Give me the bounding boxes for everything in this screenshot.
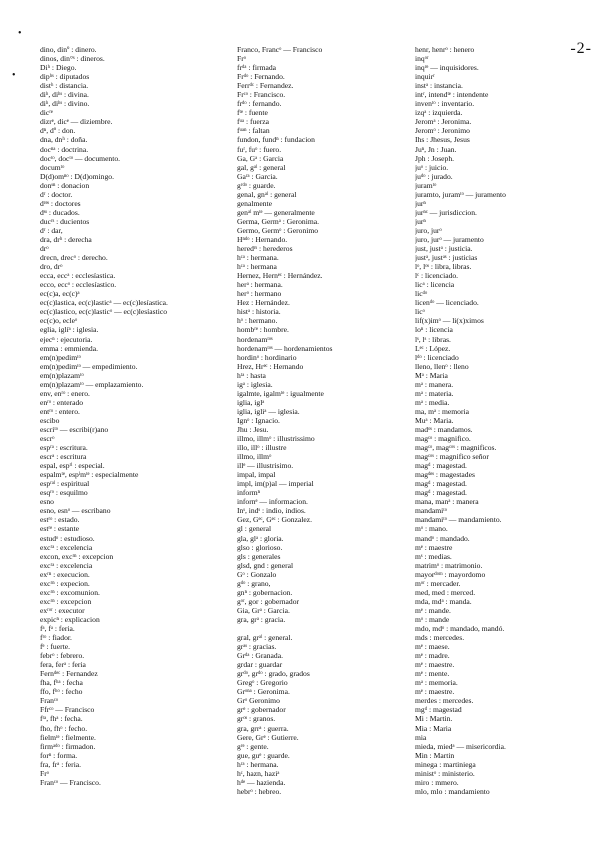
- abbreviation-entry: estʳᵉ : estante: [40, 524, 80, 534]
- abbreviation-entry: gla, glᵃ : gloria.: [237, 533, 284, 543]
- abbreviation-entry: ministᵒ : ministerio.: [415, 768, 475, 778]
- abbreviation-entry: lᶜ : licenciado.: [415, 271, 459, 281]
- abbreviation-entry: dipʰˢ : diputados: [40, 72, 90, 82]
- abbreviation-entry: mᵉ : mande.: [415, 605, 451, 615]
- abbreviation-entry: mᵉ : maestre.: [415, 687, 455, 697]
- abbreviation-entry: mᵒʳ : mercader.: [415, 578, 461, 588]
- abbreviation-entry: hordenamᵗᵒˢ — hordenamientos: [237, 343, 333, 353]
- page-number: -2-: [570, 40, 592, 57]
- abbreviation-entry: fho, fhᵒ : fecho.: [40, 723, 88, 733]
- abbreviation-entry: lᵒ, lᵒˢ : libra, libras.: [415, 262, 472, 272]
- abbreviation-entry: Jeromᵒ : Jeronimo: [415, 126, 470, 136]
- abbreviation-entry: mᵉ : mente.: [415, 669, 450, 679]
- abbreviation-entry: em(n)plazamᵗᵒ — emplazamiento.: [40, 379, 144, 389]
- abbreviation-entry: Hernez, Hernᵉᶜ : Hernández.: [237, 271, 323, 281]
- abbreviation-entry: excʳⁿ : excomunion.: [40, 587, 100, 597]
- abbreviation-entry: illo, illᵒ : illustre: [237, 443, 287, 453]
- abbreviation-entry: magᵈ : magestad.: [415, 461, 467, 471]
- abbreviation-entry: Frᵒ: [237, 54, 246, 64]
- abbreviation-entry: jurⁿ: [415, 198, 426, 208]
- abbreviation-entry: minega : martiniega: [415, 759, 476, 769]
- abbreviation-entry: Hrez, Hrᵉᶜ : Hernando: [237, 361, 304, 371]
- abbreviation-entry: fᵘᵃ : fuerza: [237, 117, 269, 127]
- abbreviation-entry: dinos, din°ˢ : dineros.: [40, 54, 105, 64]
- abbreviation-entry: dʳ : doctor.: [40, 189, 73, 199]
- abbreviation-entry: Franco, Francᵒ — Francisco: [237, 45, 323, 54]
- abbreviation-entry: just, justᵃ : justicia.: [415, 244, 473, 254]
- abbreviation-entry: Ffrᶜᵒ — Francisco: [40, 705, 95, 715]
- abbreviation-entry: Gez, Gᵉᶜ, Gᵉᶜ : Gonzalez.: [237, 515, 313, 525]
- abbreviation-entry: Frᶜᵒ : Francisco.: [237, 90, 286, 100]
- abbreviation-entry: excʳⁿ : expecion.: [40, 578, 90, 588]
- abbreviation-entry: magᵈᵉˢ : magestades: [415, 470, 475, 480]
- abbreviation-entry: madᵒˢ : mandamos.: [415, 424, 473, 434]
- abbreviation-entry: iglia, iglᵃ: [237, 397, 265, 407]
- abbreviation-entry: esno: [40, 497, 54, 507]
- abbreviation-entry: hordinᵒ : hordinario: [237, 352, 297, 362]
- abbreviation-entry: em(n)pedimᵗᵒ — empedimiento.: [40, 361, 138, 371]
- abbreviation-entry: Gᵒ : Gonzalo: [237, 569, 277, 579]
- abbreviation-entry: exʳⁿ : execucion.: [40, 569, 90, 579]
- abbreviation-entry: [237, 624, 397, 633]
- abbreviation-entry: fera, ferᵃ : feria: [40, 660, 86, 670]
- abbreviation-entry: dⁿ, dº : don.: [40, 126, 76, 136]
- abbreviation-entry: merdes : mercedes.: [415, 696, 474, 706]
- abbreviation-entry: Juⁿ, Jn : Juan.: [415, 144, 457, 154]
- abbreviation-entry: gue, guᵉ : guarde.: [237, 750, 290, 760]
- abbreviation-entry: Gregᵒ : Gregorio: [237, 678, 288, 688]
- abbreviation-entry: fʳᵃ, fhᵃ : fecha.: [40, 714, 83, 724]
- abbreviation-entry: mds : mercedes.: [415, 633, 465, 643]
- abbreviation-entry: histᵃ : historia.: [237, 307, 281, 317]
- abbreviation-entry: Jeromᵃ : Jeronima.: [415, 117, 472, 127]
- abbreviation-entry: docᵗᵒ, docᵗᵒ — documento.: [40, 153, 121, 163]
- abbreviation-entry: Mi : Martin.: [415, 714, 453, 724]
- abbreviation-entry: gʳᵉ : gente.: [237, 741, 269, 751]
- abbreviation-entry: frᵈᵒ : fernando.: [237, 99, 282, 109]
- abbreviation-entry: Grᵒ Geronimo: [237, 696, 280, 706]
- abbreviation-entry: illmo, illmᵒ: [237, 452, 272, 462]
- abbreviation-entry: Grᵈᵃ : Granada.: [237, 651, 283, 661]
- abbreviation-entry: mandᵒ : mandado.: [415, 533, 470, 543]
- abbreviation-entry: distʰ : distancia.: [40, 81, 89, 91]
- abbreviation-entry: espʳᵃ : escritura.: [40, 443, 88, 453]
- abbreviation-entry: juro, jurᵒ — juramento: [415, 234, 484, 244]
- abbreviation-entry: magᵈ : magestad.: [415, 479, 467, 489]
- abbreviation-entry: Mia : Maria: [415, 723, 452, 733]
- abbreviation-entry: Franᶜᵒ: [40, 696, 59, 706]
- abbreviation-entry: mᵉ : madre.: [415, 651, 450, 661]
- abbreviation-entry: firmᵃᵈᵒ : firmadon.: [40, 741, 96, 751]
- abbreviation-entry: ejecⁿ : ejecutoria.: [40, 334, 93, 344]
- abbreviation-entry: mayorᵈᵒᵐ : mayordomo: [415, 569, 486, 579]
- abbreviation-entry: impal, impal: [237, 470, 276, 480]
- abbreviation-entry: enʳᵒ : enterado: [40, 397, 84, 407]
- abbreviation-entry: heredʳˢ : herederos: [237, 244, 293, 254]
- abbreviation-entry: juramto, juramᵗᵒ — juramento: [415, 189, 506, 199]
- abbreviation-entry: instᵃ : instancia.: [415, 81, 463, 91]
- abbreviation-entry: Fernᵈᵉᶜ : Fernandez: [40, 669, 98, 679]
- abbreviation-entry: licᵈᵒ: [415, 289, 428, 299]
- abbreviation-entry: D(d)omⁿᵒ : D(d)omingo.: [40, 171, 114, 181]
- abbreviation-entry: magᵈ : magestad.: [415, 488, 467, 498]
- abbreviation-entry: illmo, illmᵒ : illustrissimo: [237, 434, 315, 444]
- abbreviation-entry: hordenamᵗᵒˢ: [237, 334, 273, 344]
- abbreviation-entry: estʳᵒ : estado.: [40, 515, 80, 525]
- abbreviation-entry: Frᵈᵒ : Fernando.: [237, 72, 285, 82]
- abbreviation-entry: Min : Martin: [415, 750, 455, 760]
- abbreviation-entry: glso : glorioso.: [237, 542, 283, 552]
- abbreviation-entry: mᵉ : maestre: [415, 542, 453, 552]
- abbreviation-entry: mᵒ : mano.: [415, 524, 448, 534]
- abbreviation-entry: jurⁿ: [415, 216, 426, 226]
- abbreviation-entry: genᵃˡ mᵗᵉ — generalmente: [237, 207, 315, 217]
- abbreviation-entry: fundon, fundⁿ : fundacion: [237, 135, 315, 145]
- abbreviation-entry: mᵃ : manera.: [415, 379, 454, 389]
- abbreviation-entry: Gaʳᵃ : Garcia.: [237, 171, 278, 181]
- abbreviation-entry: inqʳᵉ — inquisidores.: [415, 63, 479, 73]
- abbreviation-entry: mᵒ : mande: [415, 614, 450, 624]
- abbreviation-entry: magᶜᵒ : magnifico.: [415, 434, 471, 444]
- abbreviation-entry: Germo, Germᵒ : Geronimo: [237, 225, 319, 235]
- abbreviation-entry: documᵗᵒ: [40, 162, 65, 172]
- abbreviation-entry: escibo: [40, 415, 60, 425]
- abbreviation-entry: Inˢ, indˢ : indio, indios.: [237, 506, 306, 516]
- abbreviation-entry: licᵒ: [415, 307, 425, 317]
- abbreviation-entry: drᵒ: [40, 244, 49, 254]
- abbreviation-entry: ec(c)lastico, ec(c)lasticᵒ — ec(c)lesíastico: [40, 307, 167, 317]
- abbreviation-entry: em(n)plazamᵗᵒ: [40, 370, 84, 380]
- abbreviation-entry: dicʳᵉ: [40, 108, 53, 118]
- abbreviation-entry: hʳᵃ : hermana.: [237, 759, 279, 769]
- abbreviation-entry: hᶜ, hazn, haziᵃ: [237, 768, 280, 778]
- abbreviation-entry: eglia, iglíᵃ : iglesia.: [40, 325, 99, 335]
- abbreviation-entry: dro, drᵒ: [40, 262, 63, 272]
- abbreviation-entry: forⁿ : forma.: [40, 750, 78, 760]
- abbreviation-entry: estudᵒ : estudioso.: [40, 533, 95, 543]
- abbreviation-entry: Ga, Gᵃ : Garcia: [237, 153, 284, 163]
- abbreviation-entry: mᵃ : memoria.: [415, 678, 458, 688]
- abbreviation-entry: Hez : Hernández.: [237, 298, 290, 308]
- abbreviation-entry: mia: [415, 732, 427, 742]
- abbreviation-entry: diʰ, diʰˢ : divina.: [40, 90, 89, 100]
- abbreviation-entry: mda, mdᵃ : manda.: [415, 596, 472, 606]
- abbreviation-entry: ecca, eccᵃ : ecclesíastica.: [40, 271, 116, 281]
- abbreviation-entry: entʳᵒ : entero.: [40, 406, 80, 416]
- abbreviation-entry: Ferrᵈᶜ : Fernandez.: [237, 81, 294, 91]
- abbreviation-entry: febrᵒ : febrero.: [40, 651, 85, 661]
- abbreviation-entry: esqʳᵒ : esquilmo: [40, 488, 88, 498]
- margin-dot: •: [12, 70, 16, 81]
- abbreviation-entry: Hⁿᵈᵒ : Hernando.: [237, 234, 288, 244]
- abbreviation-entry: mgᵈ : magestad: [415, 705, 462, 715]
- abbreviation-entry: Frᵒ: [40, 768, 49, 778]
- abbreviation-entry: grdar : guardar: [237, 660, 283, 670]
- abbreviation-entry: dˢˢ : ducados.: [40, 207, 80, 217]
- abbreviation-entry: Gere, Grᵉ : Gutierre.: [237, 732, 299, 742]
- abbreviation-entry: grᵈᵒ, grᵈᵒ : grado, grados: [237, 669, 310, 679]
- abbreviation-entry: excʳᵃ : excelencia: [40, 560, 93, 570]
- abbreviation-entry: hebrᵒ : hebreo.: [237, 786, 282, 796]
- abbreviation-entry: dʳ : dar,: [40, 225, 63, 235]
- abbreviation-entry: dizrᵉ, dicᵉ — diziembre.: [40, 117, 113, 127]
- abbreviation-entry: exʳᵒʳ : executor: [40, 605, 85, 615]
- abbreviation-entry: justᵃ, justᵃˢ : justicias: [415, 253, 478, 263]
- abbreviation-entry: fᵗᵉ : fuente: [237, 108, 268, 118]
- abbreviation-entry: fᵘᵃⁿ : faltan: [237, 126, 270, 136]
- abbreviation-entry: licenᵈᵒ — licenciado.: [415, 298, 479, 308]
- abbreviation-entry: fᵃ, fᵃ : feria.: [40, 624, 75, 633]
- abbreviation-entry: genalmente: [237, 198, 272, 208]
- abbreviation-entry: Ignᵒ : Ignacio.: [237, 415, 280, 425]
- glossary-column-1: [40, 45, 215, 787]
- abbreviation-entry: juᵈᵒ : jurado.: [415, 171, 453, 181]
- abbreviation-entry: henr, henrᵒ : henero: [415, 45, 475, 54]
- abbreviation-entry: Franᶜᵒ — Francisco.: [40, 777, 101, 787]
- abbreviation-entry: fuʳ, fuᵒ : fuero.: [237, 144, 282, 154]
- abbreviation-entry: mandamiᵗᵒ: [415, 506, 447, 516]
- abbreviation-entry: fielmᵗᵉ : fielmente.: [40, 732, 96, 742]
- abbreviation-entry: grᵒˢ : granos.: [237, 714, 276, 724]
- abbreviation-entry: dna, dnʰ : doña.: [40, 135, 88, 145]
- abbreviation-entry: hᶜᵃ : hermana.: [237, 253, 279, 263]
- abbreviation-entry: excʳⁿ : excepcion: [40, 596, 92, 606]
- abbreviation-entry: escriᵗᵒ — escribi(r)ano: [40, 424, 109, 434]
- abbreviation-entry: mᵃ : media.: [415, 397, 450, 407]
- abbreviation-entry: izqᵃ : izquierda.: [415, 108, 463, 118]
- abbreviation-entry: jurⁿᶜ — jurisdiccion.: [415, 207, 477, 217]
- abbreviation-entry: mana, manᵃ : manera: [415, 497, 479, 507]
- abbreviation-entry: hombʳᵉ : hombre.: [237, 325, 289, 335]
- abbreviation-entry: frᵈᵃ : firmada: [237, 63, 277, 73]
- abbreviation-entry: espʳᵃˡ : espiritual: [40, 479, 90, 489]
- abbreviation-entry: gʳᵈᵒ : guarde.: [237, 180, 276, 190]
- abbreviation-entry: mieda, miedᵃ — misericordia.: [415, 741, 506, 751]
- abbreviation-entry: lᵈᵒ : licenciado: [415, 352, 459, 362]
- abbreviation-entry: inquirʳ: [415, 72, 435, 82]
- abbreviation-entry: licᵃ : licencia: [415, 280, 455, 290]
- abbreviation-entry: gral, grᵃˡ : general.: [237, 633, 293, 643]
- abbreviation-entry: mᵉ : maese.: [415, 642, 450, 652]
- abbreviation-entry: Germa, Germᵃ : Geronima.: [237, 216, 319, 226]
- abbreviation-entry: mˢ : medias.: [415, 551, 452, 561]
- abbreviation-entry: iglia, igliᵃ — iglesia.: [237, 406, 300, 416]
- abbreviation-entry: illᵉ — illustrisimo.: [237, 461, 294, 471]
- abbreviation-entry: dʳᵉˢ : doctores: [40, 198, 81, 208]
- abbreviation-entry: Diʰ : Diego.: [40, 63, 77, 73]
- abbreviation-entry: Jhu : Jesu.: [237, 424, 269, 434]
- abbreviation-entry: Gia, Grᵃ : Garcia.: [237, 605, 290, 615]
- abbreviation-entry: fra, frᵃ : feria.: [40, 759, 82, 769]
- abbreviation-entry: ec(c)lastica, ec(c)lasticᵃ — ec(c)lesíastica.: [40, 298, 168, 308]
- abbreviation-entry: grᵉ : gobernador: [237, 705, 286, 715]
- abbreviation-entry: dino, dinº : dinero.: [40, 45, 97, 54]
- abbreviation-entry: mdo, mdᵒ : mandado, mandó.: [415, 624, 505, 633]
- abbreviation-entry: gls : generales: [237, 551, 281, 561]
- abbreviation-entry: grᵃˢ : gracias.: [237, 642, 277, 652]
- abbreviation-entry: escrᵒ: [40, 434, 55, 444]
- abbreviation-entry: Muᵃ : Maria.: [415, 415, 454, 425]
- abbreviation-entry: escrᵃ : escritura: [40, 452, 87, 462]
- abbreviation-entry: magᶜᵒˢ : magnifico señor: [415, 452, 489, 462]
- abbreviation-entry: espal, espʳˡ : especial.: [40, 461, 105, 471]
- abbreviation-entry: gra, grrᵃ : guerra.: [237, 723, 289, 733]
- abbreviation-entry: gᵈᵒ : grano,: [237, 578, 271, 588]
- abbreviation-entry: hᵒ : hermano.: [237, 316, 278, 326]
- abbreviation-entry: ducʳˢ : ducientos: [40, 216, 90, 226]
- abbreviation-entry: genal, gnᵃˡ : general: [237, 189, 297, 199]
- abbreviation-entry: Lᵉᶜ : López.: [415, 343, 451, 353]
- abbreviation-entry: Mᵃ : Maria: [415, 370, 448, 380]
- abbreviation-entry: infornᵉ — informacion.: [237, 497, 308, 507]
- glossary-column-2: [237, 45, 397, 796]
- abbreviation-entry: ecco, eccᵒ : ecclesíastico.: [40, 280, 117, 290]
- abbreviation-entry: gl : general: [237, 524, 272, 534]
- abbreviation-entry: glsd, gnd : general: [237, 560, 294, 570]
- abbreviation-entry: igᵃ : iglesia.: [237, 379, 273, 389]
- abbreviation-entry: gra, grᵃ : gracia.: [237, 614, 286, 624]
- abbreviation-entry: med, med : merced.: [415, 587, 476, 597]
- abbreviation-entry: mᵉ : maestre.: [415, 660, 455, 670]
- abbreviation-entry: excʳᵃ : excelencia: [40, 542, 93, 552]
- glossary-column-3: [415, 45, 585, 796]
- abbreviation-entry: herᵒ : hermano: [237, 289, 282, 299]
- abbreviation-entry: ma, mᵃ : memoria: [415, 406, 469, 416]
- abbreviation-entry: lˢ, lˢ : libras.: [415, 334, 451, 344]
- abbreviation-entry: fᵉ : fuerte.: [40, 642, 70, 652]
- abbreviation-entry: esno, esnᵒ — escribano: [40, 506, 111, 516]
- abbreviation-entry: espalmᵗᵉ, espˡmᵗᵉ : especialmente: [40, 470, 139, 480]
- abbreviation-entry: matrimᵒ : matrimonio.: [415, 560, 483, 570]
- abbreviation-entry: ec(c)a, ec(c)ᵃ: [40, 289, 80, 299]
- abbreviation-entry: mandamiᵗᵒ — mandamiento.: [415, 515, 502, 525]
- abbreviation-entry: ffo, fʰᵒ : fecho: [40, 687, 83, 697]
- abbreviation-entry: Grᵒⁿᵃ : Geronima.: [237, 687, 290, 697]
- abbreviation-entry: hᵗᵃ : hasta: [237, 370, 266, 380]
- abbreviation-entry: fʳᵒ : fiador.: [40, 633, 72, 643]
- abbreviation-entry: fha, fʰᵃ : fecha: [40, 678, 83, 688]
- abbreviation-entry: inqᵒʳ: [415, 54, 429, 64]
- abbreviation-entry: excon, excʳⁿ : excepcion: [40, 551, 114, 561]
- abbreviation-entry: em(n)pedimᵗᵒ: [40, 352, 81, 362]
- abbreviation-entry: drecn, drecᵒ : derecho.: [40, 253, 108, 263]
- abbreviation-entry: invenᵗᵒ : inventario.: [415, 99, 475, 109]
- abbreviation-entry: gᵒʳ, gor : gobernador: [237, 596, 300, 606]
- abbreviation-entry: gal, gᵃˡ : general: [237, 162, 286, 172]
- abbreviation-entry: dra, drʰ : derecha: [40, 234, 92, 244]
- abbreviation-entry: Ihs : Jhesus, Jesus: [415, 135, 470, 145]
- abbreviation-entry: igalmte, igalmᵗᵉ : igualmente: [237, 388, 324, 398]
- abbreviation-entry: hᵈᵉ — hazienda.: [237, 777, 286, 787]
- abbreviation-entry: lif(x)imᵒ — li(x)ximos: [415, 316, 484, 326]
- abbreviation-entry: mlo, mlo : mandamiento: [415, 786, 490, 796]
- abbreviation-entry: expicⁿ : explicacion: [40, 614, 100, 624]
- abbreviation-entry: ec(c)o, ecleᵒ: [40, 316, 78, 326]
- abbreviation-entry: gnⁿ : gobernacion.: [237, 587, 293, 597]
- abbreviation-entry: emma : emmienda.: [40, 343, 98, 353]
- margin-dot: •: [18, 28, 22, 39]
- abbreviation-entry: loⁿ : licencia: [415, 325, 453, 335]
- abbreviation-entry: env, enʳᵒ : enero.: [40, 388, 90, 398]
- abbreviation-entry: informⁿ: [237, 488, 261, 498]
- abbreviation-entry: magᶜᵒ, magᶜᵒˢ : magnificos.: [415, 443, 497, 453]
- abbreviation-entry: impl, im(p)al — imperial: [237, 479, 314, 489]
- abbreviation-entry: intʳ, intendᵗᵉ : intendente: [415, 90, 489, 100]
- abbreviation-entry: lleno, llenᵒ : lleno: [415, 361, 469, 371]
- abbreviation-entry: miro : mmero.: [415, 777, 459, 787]
- abbreviation-entry: juramᵗᵒ: [415, 180, 437, 190]
- abbreviation-entry: donˢⁿ : donacion: [40, 180, 90, 190]
- abbreviation-entry: diʰ, diʰˢ : divino.: [40, 99, 90, 109]
- abbreviation-entry: Jph : Joseph.: [415, 153, 455, 163]
- abbreviation-entry: juro, jurᵒ: [415, 225, 442, 235]
- abbreviation-entry: docⁿᵃ : doctrina.: [40, 144, 89, 154]
- abbreviation-entry: herᵃ : hermana.: [237, 280, 283, 290]
- abbreviation-entry: juᵒ : juicio.: [415, 162, 449, 172]
- abbreviation-entry: mᵃ : materia.: [415, 388, 454, 398]
- abbreviation-entry: hᶜᵃ : hermana: [237, 262, 277, 272]
